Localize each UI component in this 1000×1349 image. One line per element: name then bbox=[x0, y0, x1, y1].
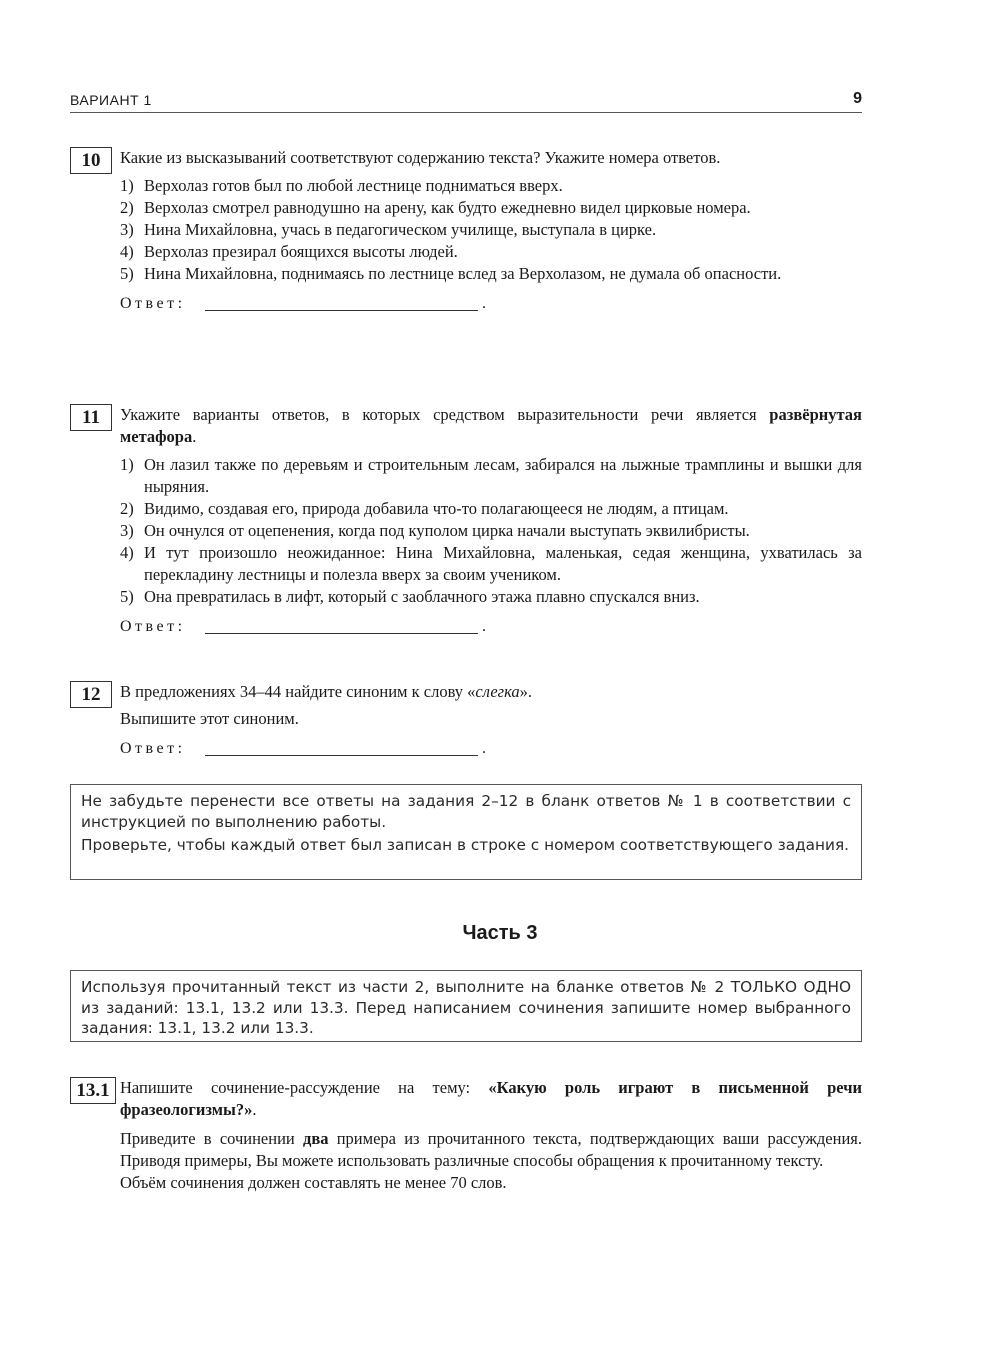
option-item: 4) И тут произошло неожиданное: Нина Михайловна, маленькая, седая женщина, ухватилась за перекладину лестницы и полезла вверх за своим учеником. bbox=[120, 543, 862, 584]
task-question: Напишите сочинение-рассуждение на тему: «Какую роль играют в письменной речи фразеологизмы?». bbox=[120, 1078, 862, 1119]
answer-options bbox=[120, 454, 862, 608]
answer-line[interactable] bbox=[205, 310, 478, 311]
task-instruction: Выпишите этот синоним. bbox=[120, 709, 299, 728]
task-body bbox=[120, 147, 862, 315]
task-number: 11 bbox=[70, 404, 112, 431]
answer-field: Ответ: . bbox=[120, 618, 486, 635]
answer-line[interactable] bbox=[205, 633, 478, 634]
task-number: 12 bbox=[70, 681, 112, 708]
task-instruction: Объём сочинения должен составлять не менее 70 слов. bbox=[120, 1173, 507, 1192]
transfer-notice bbox=[70, 784, 862, 880]
task-question: Какие из высказываний соответствуют содержанию текста? Укажите номера ответов. bbox=[120, 148, 721, 167]
page-number: 9 bbox=[853, 90, 862, 107]
option-item: 5) Нина Михайловна, поднимаясь по лестнице вслед за Верхолазом, не думала об опасности. bbox=[120, 264, 782, 283]
variant-label: ВАРИАНТ 1 bbox=[70, 92, 152, 108]
task-body bbox=[120, 1077, 862, 1194]
notice-text: Используя прочитанный текст из части 2, выполните на бланке ответов № 2 ТОЛЬКО ОДНО из заданий: 13.1, 13.2 или 13.3. Перед написанием сочинения запишите номер выбранного задания: 13.1, 13.2 или 13.3. bbox=[81, 978, 851, 1037]
task-question: Укажите варианты ответов, в которых средством выразительности речи является развёрнутая метафора. bbox=[120, 405, 862, 446]
task-number: 13.1 bbox=[70, 1077, 116, 1104]
option-item: 5) Она превратилась в лифт, который с заоблачного этажа плавно спускался вниз. bbox=[120, 587, 700, 606]
task-number: 10 bbox=[70, 147, 112, 174]
task-instruction: Приведите в сочинении два примера из прочитанного текста, подтверждающих ваши рассуждения. Приводя примеры, Вы можете использовать различные способы обращения к прочитанному тексту. bbox=[120, 1129, 862, 1170]
notice-text: Не забудьте перенести все ответы на задания 2–12 в бланк ответов № 1 в соответствии с инструкцией по выполнению работы. bbox=[81, 792, 851, 831]
page-header bbox=[70, 90, 862, 113]
option-item: 4) Верхолаз презирал боящихся высоты людей. bbox=[120, 242, 458, 261]
task-question: В предложениях 34–44 найдите синоним к слову «слегка». bbox=[120, 682, 533, 701]
answer-label: Ответ: bbox=[120, 740, 186, 757]
part3-instruction bbox=[70, 970, 862, 1042]
answer-field: Ответ: . bbox=[120, 740, 486, 757]
answer-label: Ответ: bbox=[120, 295, 186, 312]
option-item: 3) Он очнулся от оцепенения, когда под куполом цирка начали выступать эквилибристы. bbox=[120, 521, 750, 540]
option-item: 2) Верхолаз смотрел равнодушно на арену, как будто ежедневно видел цирковые номера. bbox=[120, 198, 751, 217]
option-item: 1) Он лазил также по деревьям и строительным лесам, забирался на лыжные трамплины и вышки для ныряния. bbox=[120, 455, 862, 496]
option-item: 2) Видимо, создавая его, природа добавила что-то полагающееся не людям, а птицам. bbox=[120, 499, 729, 518]
answer-label: Ответ: bbox=[120, 618, 186, 635]
answer-field: Ответ: . bbox=[120, 295, 486, 312]
answer-options bbox=[120, 175, 862, 285]
part-title: Часть 3 bbox=[462, 922, 538, 944]
answer-line[interactable] bbox=[205, 755, 478, 756]
option-item: 1) Верхолаз готов был по любой лестнице подниматься вверх. bbox=[120, 176, 563, 195]
task-body bbox=[120, 681, 862, 760]
notice-text: Проверьте, чтобы каждый ответ был записан в строке с номером соответствующего задания. bbox=[81, 836, 850, 854]
option-item: 3) Нина Михайловна, учась в педагогическом училище, выступала в цирке. bbox=[120, 220, 657, 239]
task-body bbox=[120, 404, 862, 638]
